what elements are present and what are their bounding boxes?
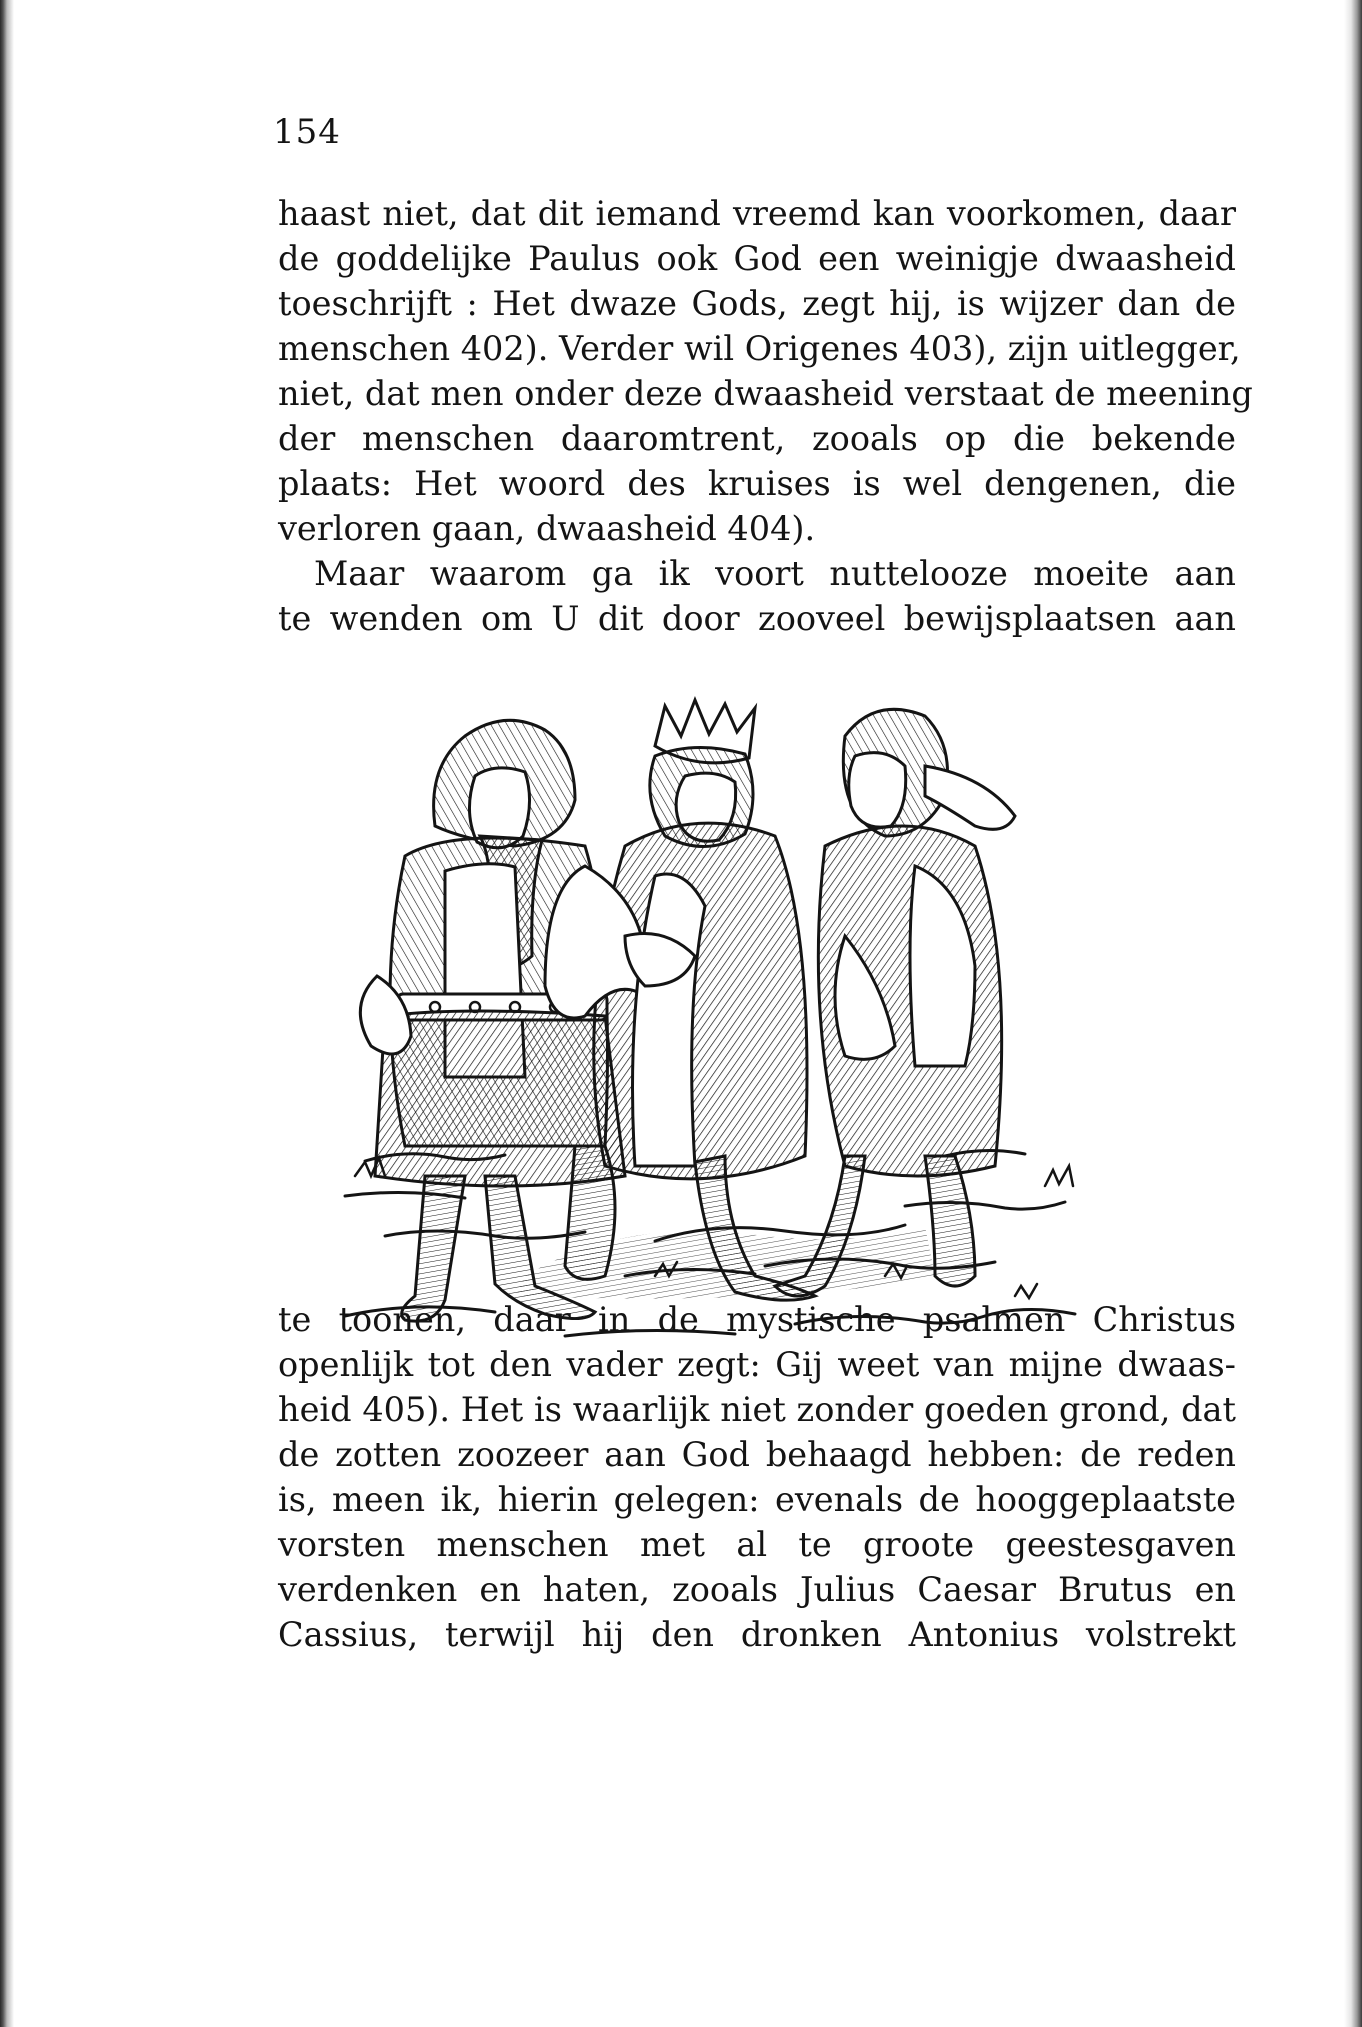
text-line: te wenden om U dit door zooveel bewijsplaatsen aan (278, 599, 1236, 638)
text-block-top (278, 191, 1253, 641)
text-line: is, meen ik, hierin gelegen: evenals de hooggeplaatste (278, 1480, 1236, 1519)
text-line: niet, dat men onder deze dwaasheid verstaat de meening (278, 374, 1253, 413)
text-line: menschen 402). Verder wil Origenes 403), zijn uitlegger, (278, 329, 1241, 368)
text-line: der menschen daaromtrent, zooals op die bekende (278, 419, 1236, 458)
text-line: vorsten menschen met al te groote geestesgaven (278, 1525, 1236, 1564)
text-line: openlijk tot den vader zegt: Gij weet van mijne dwaas- (278, 1345, 1236, 1384)
text-line: verdenken en haten, zooals Julius Caesar Brutus en (278, 1570, 1236, 1609)
page-number: 154 (273, 112, 341, 152)
text-line: haast niet, dat dit iemand vreemd kan voorkomen, daar (278, 194, 1236, 233)
text-line: te toonen, daar in de mystische psalmen Christus (278, 1300, 1236, 1339)
figure-young-man (775, 709, 1015, 1296)
text-line: de goddelijke Paulus ook God een weinigje dwaasheid (278, 239, 1236, 278)
scan-edge-right (1344, 0, 1362, 2027)
text-line: heid 405). Het is waarlijk niet zonder goeden grond, dat (278, 1390, 1236, 1429)
scan-edge-left (0, 0, 14, 2027)
woodcut-illustration (325, 676, 1145, 1366)
text-line: de zotten zoozeer aan God behaagd hebben: de reden (278, 1435, 1236, 1474)
paragraph-start-line: Maar waarom ga ik voort nuttelooze moeite aan (314, 554, 1236, 593)
text-block-bottom (278, 1297, 1236, 1657)
text-line: toeschrijft : Het dwaze Gods, zegt hij, is wijzer dan de (278, 284, 1236, 323)
figure-crowned-king (545, 700, 815, 1300)
text-line: verloren gaan, dwaasheid 404). (278, 509, 816, 548)
text-line: Cassius, terwijl hij den dronken Antonius volstrekt (278, 1615, 1236, 1654)
text-line: plaats: Het woord des kruises is wel dengenen, die (278, 464, 1236, 503)
